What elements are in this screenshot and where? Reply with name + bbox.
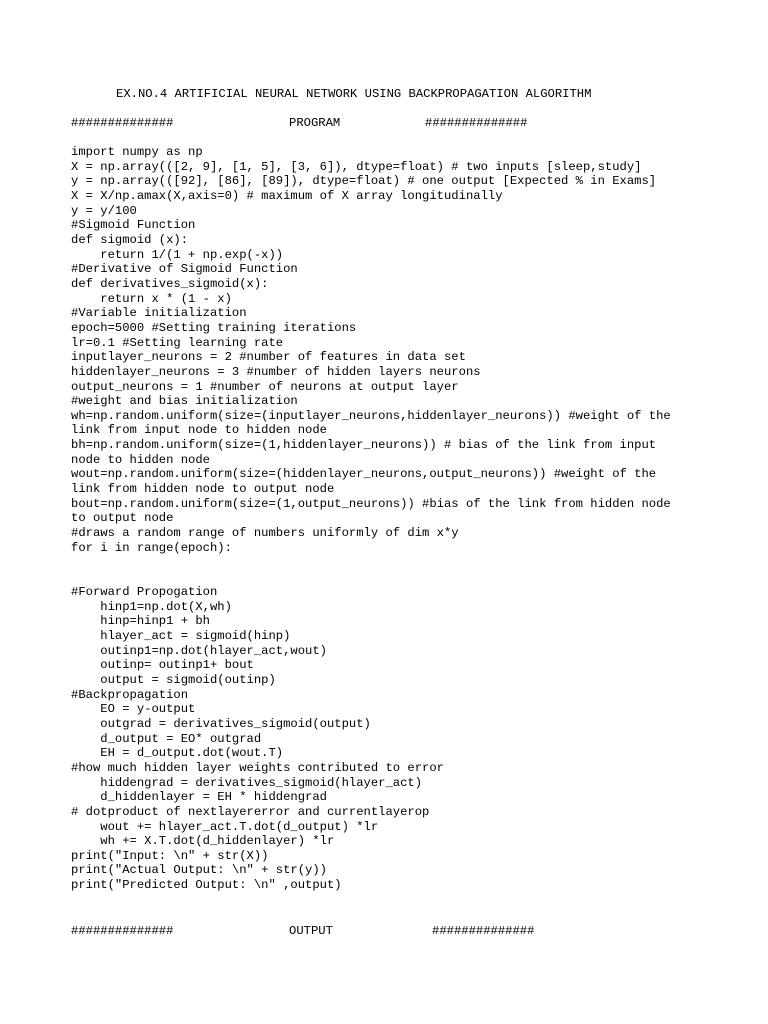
program-banner-left-hashes: ############## xyxy=(71,116,174,130)
program-code-block-training-loop: #Forward Propogation hinp1=np.dot(X,wh) hinp=hinp1 + bh hlayer_act = sigmoid(hinp) outinp1=np.dot(hlayer_act,wout) outinp= outinp1+ bout output = sigmoid(outinp) #Backpropagation EO = y-output outgrad = derivatives_sigmoid(output) d_output = EO* outgrad EH = d_output.dot(wout.T) #how much hidden layer weights contributed to error hiddengrad = derivatives_sigmoid(hlayer_act) d_hiddenlayer = EH * hiddengrad # dotproduct of nextlayererror and currentlayerop wout += hlayer_act.T.dot(d_output) *lr wh += X.T.dot(d_hiddenlayer) *lr print("Input: \n" + str(X)) print("Actual Output: \n" + str(y)) print("Predicted Output: \n" ,output) xyxy=(71,585,444,893)
program-banner-right-hashes: ############## xyxy=(425,116,528,130)
output-banner-left-hashes: ############## xyxy=(71,924,174,938)
program-section-banner xyxy=(71,116,691,131)
program-code-block-setup: import numpy as np X = np.array(([2, 9], [1, 5], [3, 6]), dtype=float) # two inputs [sleep,study] y = np.array(([92], [86], [89]), dtype=float) # one output [Expected % in Exams] X = X/np.amax(X,axis=0) # maximum of X array longitudinally y = y/100 #Sigmoid Function def sigmoid (x): return 1/(1 + np.exp(-x)) #Derivative of Sigmoid Function def derivatives_sigmoid(x): return x * (1 - x) #Variable initialization epoch=5000 #Setting training iterations lr=0.1 #Setting learning rate inputlayer_neurons = 2 #number of features in data set hiddenlayer_neurons = 3 #number of hidden layers neurons output_neurons = 1 #number of neurons at output layer #weight and bias initialization wh=np.random.uniform(size=(inputlayer_neurons,hiddenlayer_neurons)) #weight of the link from input node to hidden node bh=np.random.uniform(size=(1,hiddenlayer_neurons)) # bias of the link from input node to hidden node wout=np.random.uniform(size=(hiddenlayer_neurons,output_neurons)) #weight of the link from hidden node to output node bout=np.random.uniform(size=(1,output_neurons)) #bias of the link from hidden node to output node #draws a random range of numbers uniformly of dim x*y for i in range(epoch): xyxy=(71,145,671,555)
output-section-banner xyxy=(71,924,691,939)
output-banner-label: OUTPUT xyxy=(289,924,333,938)
output-banner-right-hashes: ############## xyxy=(432,924,535,938)
exercise-title: EX.NO.4 ARTIFICIAL NEURAL NETWORK USING BACKPROPAGATION ALGORITHM xyxy=(116,87,592,101)
program-banner-label: PROGRAM xyxy=(289,116,341,130)
